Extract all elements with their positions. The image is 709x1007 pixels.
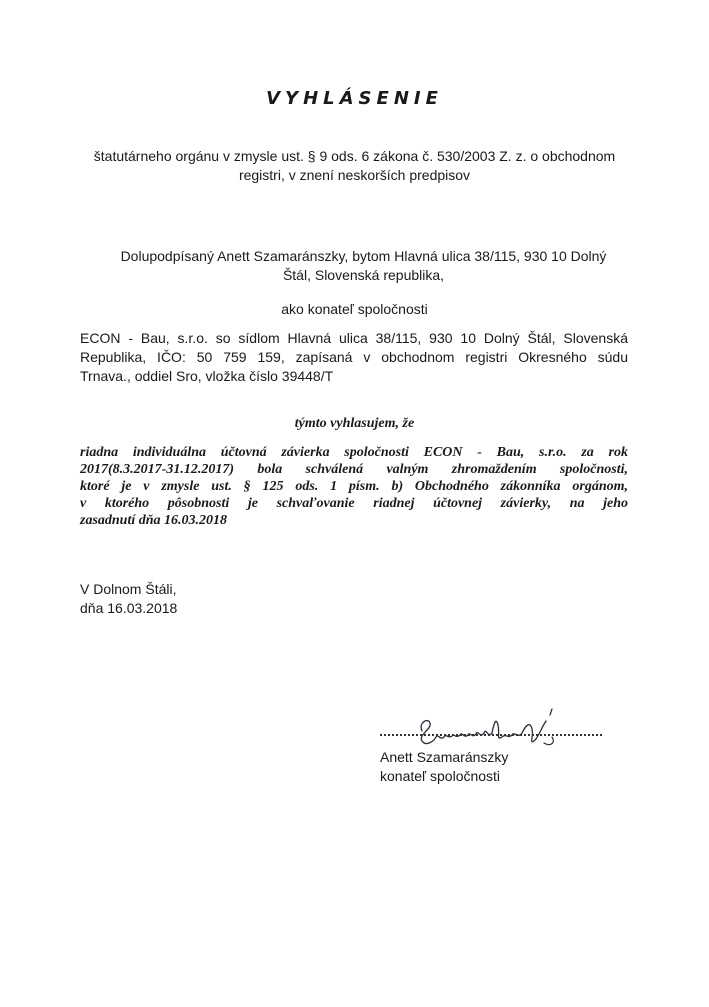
place-text: V Dolnom Štáli, bbox=[80, 581, 177, 597]
statement-line-3: ktoré je v zmysle ust. § 125 ods. 1 písm. b) Obchodného zákonníka orgánom, bbox=[80, 479, 628, 494]
signer-block bbox=[380, 748, 508, 786]
company-line-3: Trnava., oddiel Sro, vložka číslo 39448/T bbox=[80, 368, 334, 384]
signer-role: konateľ spoločnosti bbox=[380, 768, 501, 784]
subtitle-line-1: štatutárneho orgánu v zmysle ust. § 9 ods. 6 zákona č. 530/2003 Z. z. o obchodnom bbox=[93, 148, 616, 164]
statement-paragraph bbox=[80, 444, 628, 529]
role-text: ako konateľ spoločnosti bbox=[281, 301, 428, 317]
date-text: dňa 16.03.2018 bbox=[80, 600, 178, 616]
document-title: VYHLÁSENIE bbox=[266, 88, 443, 109]
declarant-line-2: Štál, Slovenská republika, bbox=[282, 267, 445, 283]
declarant-line-1: Dolupodpísaný Anett Szamaránszky, bytom Hlavná ulica 38/115, 930 10 Dolný bbox=[120, 248, 607, 264]
subtitle-line-2: registri, v znení neskorších predpisov bbox=[238, 167, 471, 183]
statement-line-1: riadna individuálna účtovná závierka spoločnosti ECON - Bau, s.r.o. za rok bbox=[80, 445, 628, 460]
place-date-block bbox=[80, 580, 380, 618]
hereby-declaration: týmto vyhlasujem, že bbox=[294, 416, 415, 431]
signer-name: Anett Szamaránszky bbox=[380, 749, 509, 765]
document-subtitle bbox=[60, 147, 649, 185]
company-line-2: Republika, IČO: 50 759 159, zapísaná v obchodnom registri Okresného súdu bbox=[80, 349, 628, 365]
company-line-1: ECON - Bau, s.r.o. so sídlom Hlavná ulica 38/115, 930 10 Dolný Štál, Slovenská bbox=[80, 330, 628, 346]
declarant-paragraph bbox=[96, 247, 631, 285]
statement-line-4: v ktorého pôsobnosti je schvaľovanie riadnej účtovnej závierky, na jeho bbox=[80, 496, 628, 511]
statement-line-5: zasadnutí dňa 16.03.2018 bbox=[80, 513, 228, 528]
company-paragraph bbox=[80, 329, 628, 386]
signature-line bbox=[380, 734, 602, 736]
statement-line-2: 2017(8.3.2017-31.12.2017) bola schválená valným zhromaždením spoločnosti, bbox=[80, 462, 628, 477]
